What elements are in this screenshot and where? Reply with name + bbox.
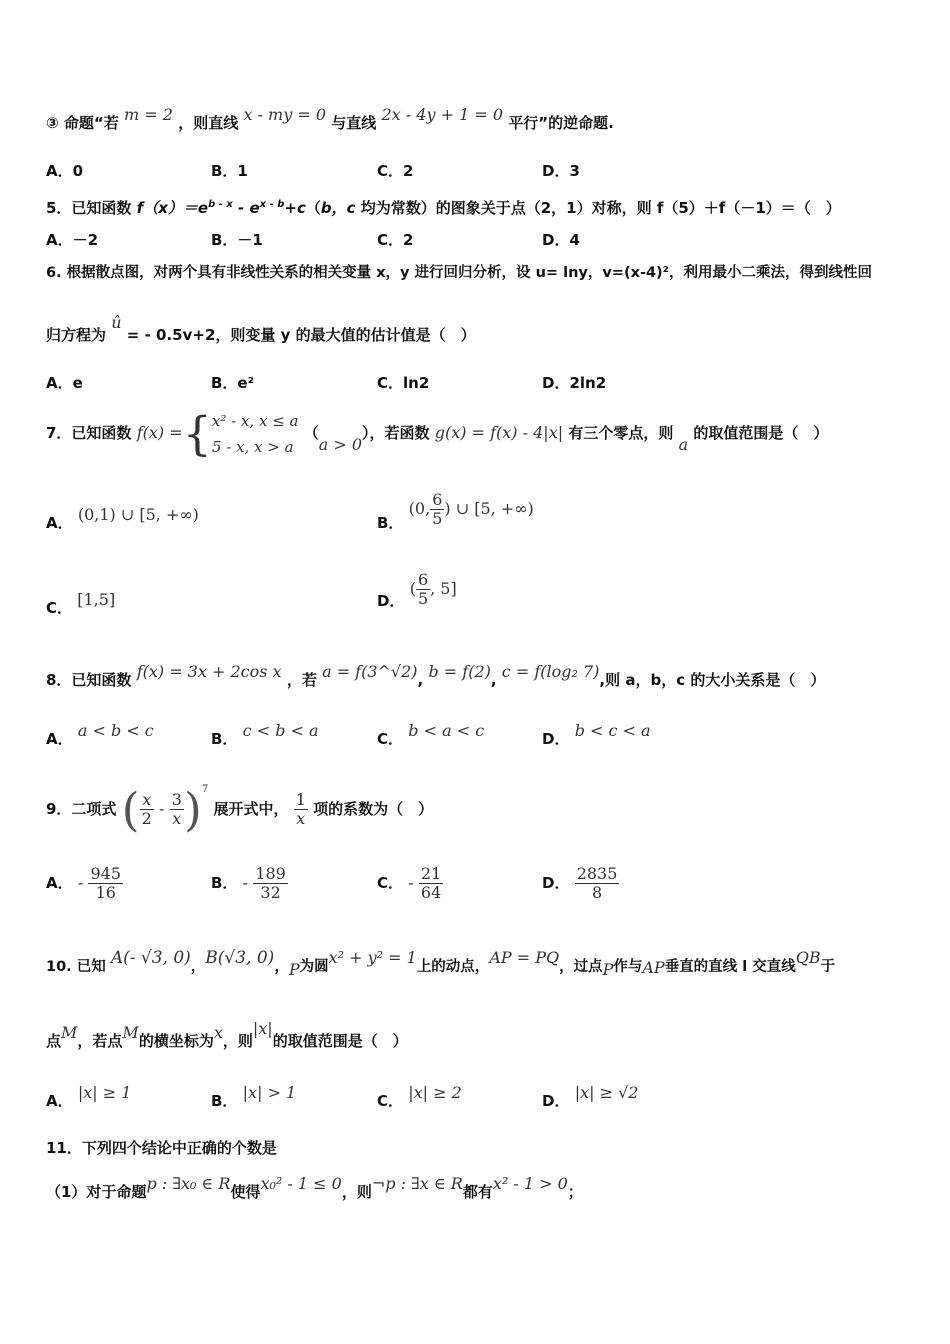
q10-option-c-value: |x| ≥ 2: [408, 1083, 462, 1102]
q4-item3-line2: 2x - 4y + 1 = 0: [381, 105, 504, 124]
q8-b: b = f(2): [428, 662, 491, 681]
q5-text-c: 均为常数）的图象关于点（2，1）对称，则: [355, 199, 657, 217]
q8-option-b-value: c < b < a: [242, 721, 319, 740]
q5-expr: $e^{b - x} - e^{x - b}+c$: [197, 199, 306, 217]
q8-fx: f(x) = 3x + 2cos x: [136, 662, 282, 681]
q9-option-d[interactable]: [542, 856, 619, 910]
q9-option-a-den: 16: [95, 883, 116, 902]
q9-frac1: [140, 791, 154, 828]
q10-x: x: [213, 1023, 223, 1042]
q7-option-a[interactable]: [46, 505, 199, 534]
q10-sep: ，: [190, 959, 206, 975]
q9-frac3-num: 1: [295, 790, 306, 809]
q7-option-d-label: D．: [377, 592, 405, 610]
q10-option-c[interactable]: [377, 1083, 462, 1112]
q7-option-c-label: C．: [46, 599, 73, 617]
q4-item3: [46, 105, 614, 134]
q7-option-b-den: 5: [432, 509, 443, 528]
q5-option-b[interactable]: B．－1: [211, 231, 263, 249]
q4-item3-prefix: ③ 命题“若: [46, 114, 119, 132]
q9-frac3: [294, 791, 308, 828]
q9-option-a-label: A．: [46, 874, 73, 892]
q9-option-a-num: 945: [90, 864, 122, 883]
q9-option-a[interactable]: [46, 856, 123, 910]
q7-option-b-label: B．: [377, 514, 404, 532]
q10-text-b: 为圆: [299, 959, 329, 975]
q10-option-d-label: D．: [542, 1092, 570, 1110]
q11-item1-d: 都有: [462, 1183, 493, 1201]
q9-option-c-label: C．: [377, 874, 404, 892]
q7-option-c-value: [1,5]: [77, 590, 116, 609]
q10-point-a: A(- √3, 0): [110, 948, 191, 968]
q10-p: P: [288, 960, 300, 979]
q9-frac1-den: 2: [141, 809, 152, 828]
q8-option-d-label: D．: [542, 730, 570, 748]
q8-option-d[interactable]: [542, 721, 651, 750]
q5-option-a[interactable]: A．－2: [46, 231, 99, 249]
q6-uhat: û: [111, 313, 122, 332]
q8-a: a = f(3^√2): [322, 662, 418, 681]
q10-m2: M: [122, 1023, 139, 1042]
q7-option-d[interactable]: [377, 570, 457, 628]
q8-text-b: ，若: [286, 671, 317, 689]
q7-option-b-post: ) ∪ [5, +∞): [444, 499, 534, 518]
q10-sep2: ，: [274, 959, 289, 975]
q10-text-c: 上的动点，: [416, 959, 490, 975]
q7-cond: a > 0: [318, 435, 363, 454]
q8-text-c: ,则 a，b，c 的大小关系是（ ）: [599, 671, 826, 689]
q6-option-d[interactable]: D．2ln2: [542, 374, 607, 392]
q7-fx: f(x) =: [136, 423, 183, 442]
q6-option-b[interactable]: B．e²: [211, 374, 255, 392]
q9-option-d-den: 8: [591, 883, 603, 902]
q7-option-b[interactable]: [377, 490, 534, 550]
q7-a: a: [678, 435, 689, 454]
q4-option-b[interactable]: B．1: [211, 162, 248, 180]
q8-option-c-label: C．: [377, 730, 404, 748]
q8-option-d-value: b < c < a: [574, 721, 651, 740]
q9-option-d-label: D．: [542, 874, 570, 892]
q10-option-a[interactable]: [46, 1083, 132, 1112]
q11-notp: ¬p : ∃x ∈ R: [371, 1174, 463, 1193]
q8-option-c[interactable]: [377, 721, 485, 750]
q9-option-c-frac: [419, 865, 443, 902]
q9-option-b-sign: -: [242, 873, 249, 892]
q9-option-c-den: 64: [420, 883, 442, 902]
q11-item1-a: （1）对于命题: [46, 1183, 147, 1201]
q8-option-a[interactable]: [46, 721, 154, 750]
q7-option-a-value: (0,1) ∪ [5, +∞): [77, 505, 199, 524]
q4-option-d[interactable]: D．3: [542, 162, 580, 180]
q7-option-c[interactable]: [46, 590, 116, 619]
q11-p: p : ∃x₀ ∈ R: [146, 1174, 231, 1193]
q9-option-a-sign: -: [77, 873, 84, 892]
q4-item3-suffix: 平行”的逆命题.: [508, 114, 614, 132]
q10-circle: x² + y² = 1: [328, 948, 417, 967]
q8-option-b[interactable]: [211, 721, 319, 750]
q7-option-d-num: 6: [417, 570, 429, 589]
q9-right-paren: ): [183, 782, 202, 837]
q5-bc: b，c: [320, 199, 356, 217]
q9-option-b-den: 32: [260, 883, 281, 902]
q7-option-d-pre: (: [409, 579, 416, 598]
q6-line2-a: 归方程为: [46, 326, 107, 344]
q11-item1-e: ；: [567, 1183, 583, 1201]
q9-text-b: 展开式中，: [213, 800, 289, 818]
q11-ineq2: x² - 1 > 0: [492, 1174, 568, 1193]
q9-minus: -: [159, 799, 165, 818]
q10-text-f: 垂直的直线 l 交直线: [664, 959, 796, 975]
q9-option-d-num: 2835: [576, 864, 618, 883]
q10-absx: |x|: [252, 1019, 273, 1038]
q10-m: M: [61, 1023, 78, 1042]
q10-line2: [46, 1019, 408, 1052]
q5-stem: [46, 194, 841, 219]
q9-stem: [46, 780, 433, 841]
q5-text-b: （: [305, 199, 321, 217]
q8-option-a-value: a < b < c: [77, 721, 154, 740]
q9-text-c: 项的系数为（ ）: [313, 800, 434, 818]
q8-c: c = f(log₂ 7): [501, 662, 600, 681]
q10-line2-e: 的取值范围是（ ）: [272, 1032, 408, 1050]
q10-option-b-value: |x| > 1: [242, 1083, 297, 1102]
q8-option-c-value: b < a < c: [408, 721, 485, 740]
q9-option-b-num: 189: [255, 864, 286, 883]
q11-item1-c: ，则: [341, 1183, 372, 1201]
q7-paren-close: ），若函数: [362, 424, 430, 442]
q7-text-a: 7．已知函数: [46, 424, 132, 442]
q10-line2-a: 点: [46, 1032, 62, 1050]
q10-option-a-value: |x| ≥ 1: [77, 1083, 132, 1102]
q11-title: 11．下列四个结论中正确的个数是: [46, 1139, 277, 1157]
q10-eq: AP = PQ: [489, 948, 560, 967]
q6-line2-b: = - 0.5v+2，则变量 y 的最大值的估计值是（ ）: [126, 326, 476, 344]
q10-option-c-label: C．: [377, 1092, 404, 1110]
q7-option-d-post: , 5]: [430, 579, 457, 598]
q10-qb: QB: [795, 948, 821, 967]
q6-option-a[interactable]: A．e: [46, 374, 83, 392]
q7-gx: g(x) = f(x) - 4|x|: [434, 423, 564, 442]
q4-item3-cond: m = 2: [124, 105, 173, 124]
q7-option-b-pre: (0,: [408, 499, 431, 518]
q4-option-a[interactable]: A．0: [46, 162, 84, 180]
q4-option-c[interactable]: C．2: [377, 162, 414, 180]
q9-option-a-frac: [88, 865, 123, 902]
q9-frac2: [170, 791, 184, 828]
q10-text-a: 10. 已知: [46, 959, 106, 975]
q11-item1-b: 使得: [230, 1183, 261, 1201]
q6-line1: 6. 根据散点图，对两个具有非线性关系的相关变量 x，y 进行回归分析，设 u= lny，v=(x-4)²，利用最小二乘法，得到线性回: [46, 265, 873, 281]
q10-text-e: 作与: [613, 959, 643, 975]
q10-line2-d: ，则: [222, 1032, 253, 1050]
q8-option-b-label: B．: [211, 730, 238, 748]
q7-option-d-den: 5: [417, 589, 429, 608]
q5-ask: f（5）＋f（－1）＝（ ）: [656, 199, 841, 217]
q10-text-g: 于: [820, 959, 836, 975]
q9-option-c[interactable]: [377, 856, 443, 910]
q7-text-b: 有三个零点，则: [568, 424, 674, 442]
q5-option-c[interactable]: C．2: [377, 231, 414, 249]
q5-option-d[interactable]: D．4: [542, 231, 580, 249]
q10-option-d[interactable]: [542, 1083, 639, 1112]
q7-option-d-frac: [416, 571, 430, 608]
q9-option-b-frac: [253, 865, 288, 902]
q7-stem: [46, 404, 828, 462]
q7-brace: {: [182, 406, 212, 461]
q9-frac2-num: 3: [171, 790, 182, 809]
q6-line2: [46, 313, 476, 346]
q9-frac3-den: x: [296, 809, 306, 828]
q7-paren-open: （: [303, 424, 319, 442]
q7-option-b-frac: [430, 491, 444, 528]
q7-text-c: 的取值范围是（ ）: [693, 424, 829, 442]
q9-left-paren: (: [121, 782, 140, 837]
q10-ap: AP: [642, 958, 665, 977]
q9-option-b[interactable]: [211, 856, 288, 910]
q8-option-a-label: A．: [46, 730, 73, 748]
q5-fx: f（x）＝: [136, 199, 198, 217]
q10-text-d: ，过点: [559, 959, 603, 975]
q4-item3-line1: x - my = 0: [243, 105, 327, 124]
q6-option-c[interactable]: C．ln2: [377, 374, 430, 392]
q9-option-c-num: 21: [420, 864, 442, 883]
q5-text-a: 5．已知函数: [46, 199, 137, 217]
q7-option-a-label: A．: [46, 514, 73, 532]
q11-ineq: x₀² - 1 ≤ 0: [260, 1174, 342, 1193]
q10-point-b: B(√3, 0): [205, 948, 275, 968]
q10-line1: [46, 948, 836, 979]
q9-text-a: 9．二项式: [46, 800, 117, 818]
q9-exp: 7: [201, 784, 209, 795]
q9-frac1-num: x: [140, 791, 154, 810]
q7-option-b-num: 6: [432, 490, 443, 509]
q8-stem: 8．已知函数 f(x) = 3x + 2cos x ，若 a = f(3^√2), b = f(2), c = f(log₂ 7),则 a，b，c 的大小关系是（ ）: [46, 662, 826, 689]
q10-option-b[interactable]: [211, 1083, 297, 1112]
q10-p2: P: [602, 960, 614, 979]
q9-frac2-den: x: [172, 809, 182, 828]
q7-pieces: [212, 408, 299, 460]
q7-piece2: 5 - x, x > a: [211, 437, 294, 456]
q9-option-c-sign: -: [408, 873, 414, 892]
q9-option-d-frac: [575, 865, 620, 902]
q4-item3-mid2: 与直线: [331, 114, 377, 132]
q10-option-a-label: A．: [46, 1092, 73, 1110]
q8-text-a: 8．已知函数: [46, 671, 132, 689]
q10-line2-b: ，若点: [77, 1032, 123, 1050]
q4-item3-mid1: ，则直线: [178, 114, 239, 132]
q10-line2-c: 的横坐标为: [138, 1032, 214, 1050]
q10-option-b-label: B．: [211, 1092, 238, 1110]
q11-item1: [46, 1174, 583, 1203]
q9-option-b-label: B．: [211, 874, 238, 892]
q10-option-d-value: |x| ≥ √2: [574, 1083, 639, 1102]
q7-piece1: x² - x, x ≤ a: [211, 411, 299, 430]
